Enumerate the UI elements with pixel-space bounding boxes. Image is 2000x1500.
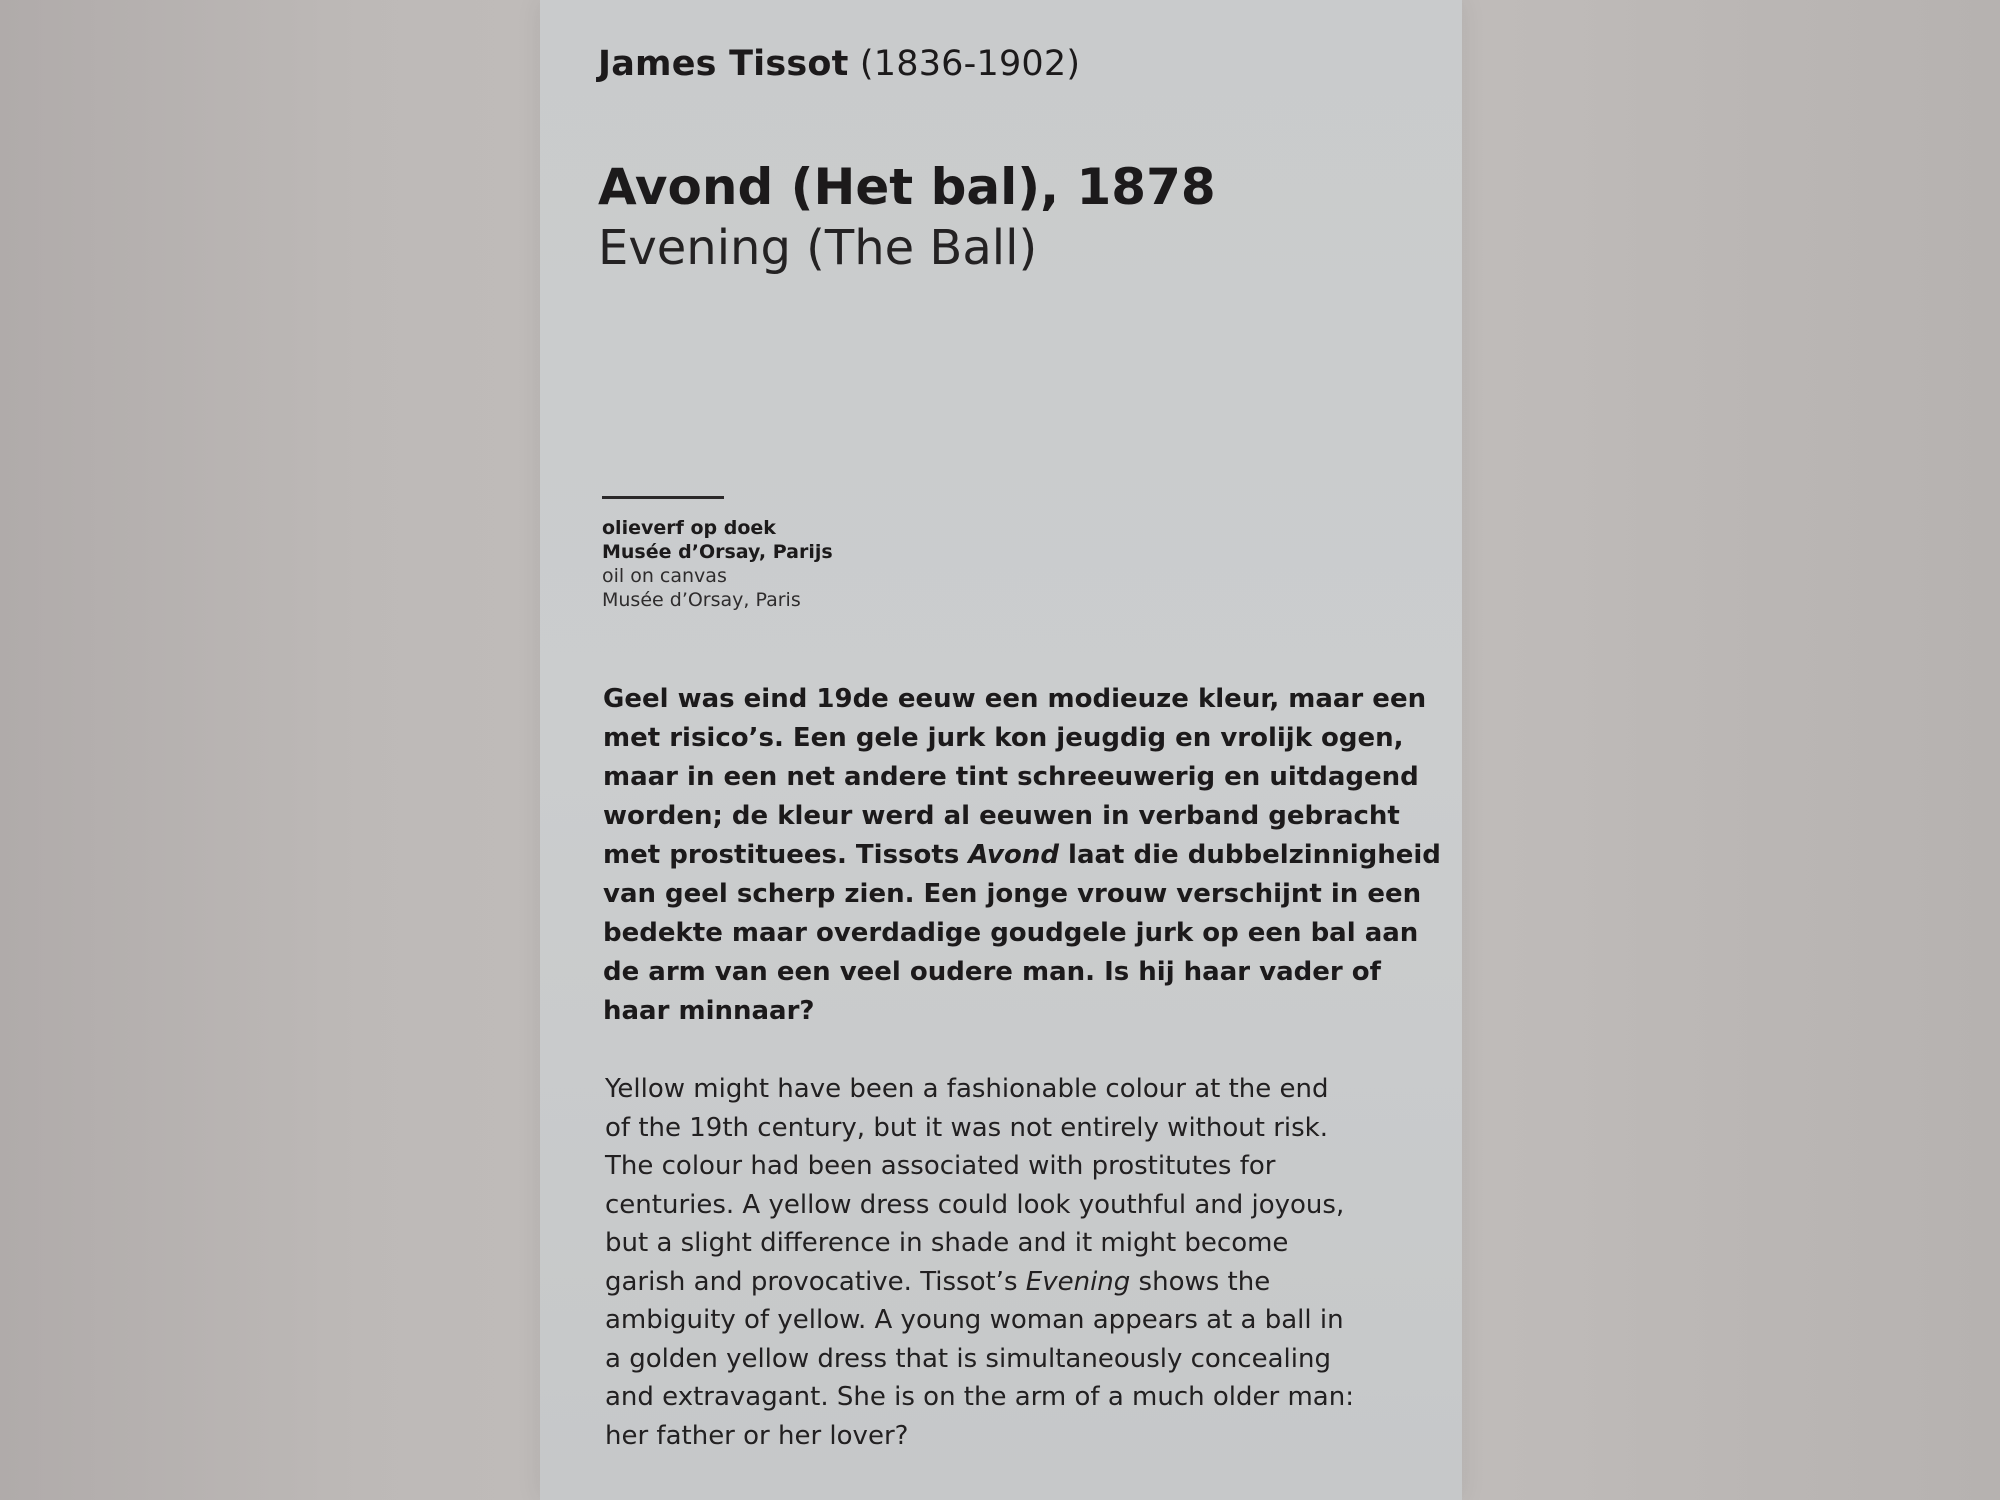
description-dutch-line: de arm van een veel oudere man. Is hij haar vader of	[603, 957, 1381, 987]
description-dutch-line: met risico’s. Een gele jurk kon jeugdig en vrolijk ogen,	[603, 723, 1404, 753]
description-english-line: The colour had been associated with prostitutes for	[605, 1151, 1276, 1181]
description-english	[605, 1070, 1425, 1455]
description-english-line: a golden yellow dress that is simultaneously concealing	[605, 1343, 1331, 1374]
description-dutch-line: worden; de kleur werd al eeuwen in verband gebracht	[603, 801, 1400, 831]
artist-dates: (1836-1902)	[859, 44, 1081, 84]
description-english-line: of the 19th century, but it was not entirely without risk.	[605, 1112, 1328, 1143]
medium-english: oil on canvas	[602, 565, 727, 587]
collection-english: Musée d’Orsay, Paris	[602, 589, 801, 611]
divider-rule	[602, 496, 724, 499]
collection-dutch: Musée d’Orsay, Parijs	[602, 541, 833, 563]
description-english-line: Yellow might have been a fashionable colour at the end	[605, 1074, 1329, 1104]
description-dutch-line: haar minnaar?	[603, 996, 815, 1026]
description-dutch-line: bedekte maar overdadige goudgele jurk op een bal aan	[603, 918, 1419, 948]
text-segment: shows the	[1130, 1266, 1271, 1297]
description-dutch	[603, 680, 1441, 1031]
description-dutch-line: maar in een net andere tint schreeuwerig en uitdagend	[603, 762, 1419, 792]
artwork-title-dutch: Avond (Het bal), 1878	[598, 158, 1216, 216]
description-english-line: her father or her lover?	[605, 1420, 909, 1451]
description-english-line: centuries. A yellow dress could look youthful and joyous,	[605, 1189, 1345, 1220]
artist-name: James Tissot	[598, 44, 849, 84]
description-dutch-line: van geel scherp zien. Een jonge vrouw verschijnt in een	[603, 879, 1422, 909]
text-segment: met prostituees. Tissots	[603, 840, 969, 870]
artist-line	[598, 44, 1080, 84]
medium-dutch: olieverf op doek	[602, 517, 776, 539]
artwork-title-english: Evening (The Ball)	[598, 220, 1038, 276]
text-segment: laat die dubbelzinnigheid	[1059, 840, 1441, 870]
description-english-line: ambiguity of yellow. A young woman appears at a ball in	[605, 1305, 1344, 1335]
text-segment: garish and provocative. Tissot’s	[605, 1266, 1026, 1297]
description-english-line: and extravagant. She is on the arm of a much older man:	[605, 1382, 1354, 1412]
description-english-line: but a slight difference in shade and it might become	[605, 1228, 1289, 1258]
description-dutch-line	[603, 836, 1441, 875]
italic-title: Evening	[1025, 1266, 1131, 1297]
description-dutch-line: Geel was eind 19de eeuw een modieuze kleur, maar een	[603, 684, 1427, 714]
description-english-line	[605, 1263, 1425, 1302]
italic-title: Avond	[968, 840, 1059, 870]
